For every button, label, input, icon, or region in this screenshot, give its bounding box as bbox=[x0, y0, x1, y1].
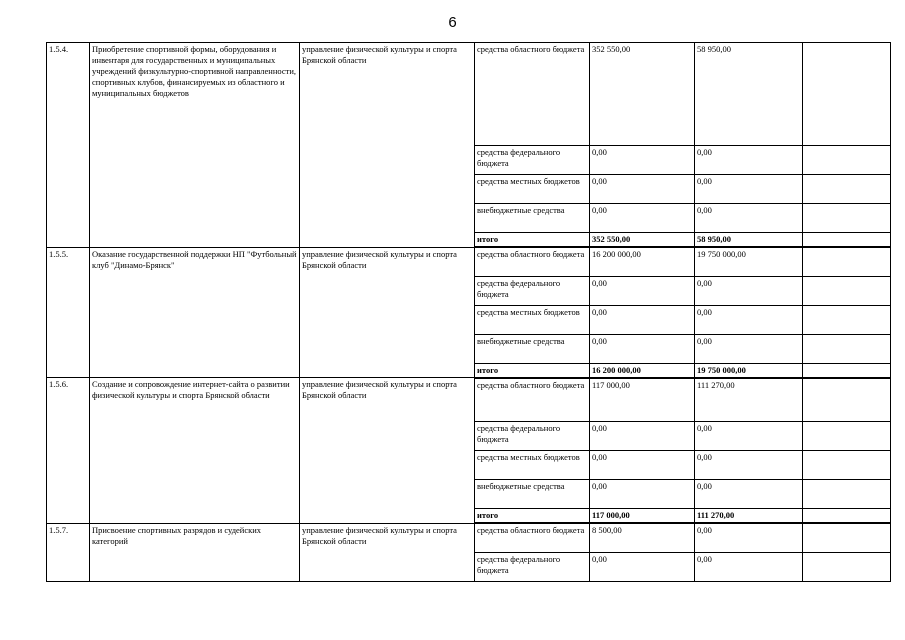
amount-year-2: 0,00 bbox=[695, 422, 803, 451]
amount-year-1: 352 550,00 bbox=[590, 43, 695, 146]
item-description: Создание и сопровождение интернет-сайта о развитии физической культуры и спорта Брянской области bbox=[90, 378, 300, 524]
item-number: 1.5.7. bbox=[47, 523, 90, 581]
amount-year-1: 0,00 bbox=[590, 175, 695, 204]
funding-source: средства местных бюджетов bbox=[475, 451, 590, 480]
amount-year-2: 0,00 bbox=[695, 334, 803, 363]
amount-year-1: 8 500,00 bbox=[590, 523, 695, 552]
empty-cell bbox=[803, 43, 891, 146]
empty-cell bbox=[803, 247, 891, 276]
amount-year-2: 0,00 bbox=[695, 146, 803, 175]
empty-cell bbox=[803, 334, 891, 363]
funding-source: внебюджетные средства bbox=[475, 480, 590, 509]
amount-year-1: 0,00 bbox=[590, 276, 695, 305]
amount-year-2: 111 270,00 bbox=[695, 378, 803, 422]
amount-year-1: 0,00 bbox=[590, 334, 695, 363]
empty-cell bbox=[803, 204, 891, 233]
amount-year-1: 0,00 bbox=[590, 204, 695, 233]
amount-year-1: 16 200 000,00 bbox=[590, 363, 695, 378]
page-number: 6 bbox=[448, 14, 457, 31]
item-number: 1.5.4. bbox=[47, 43, 90, 248]
item-executor: управление физической культуры и спорта Брянской области bbox=[300, 378, 475, 524]
funding-source: средства областного бюджета bbox=[475, 378, 590, 422]
empty-cell bbox=[803, 276, 891, 305]
amount-year-2: 0,00 bbox=[695, 552, 803, 581]
funding-source: средства местных бюджетов bbox=[475, 175, 590, 204]
amount-year-1: 117 000,00 bbox=[590, 378, 695, 422]
amount-year-1: 0,00 bbox=[590, 422, 695, 451]
funding-source: внебюджетные средства bbox=[475, 334, 590, 363]
item-description: Оказание государственной поддержки НП "Футбольный клуб "Динамо-Брянск" bbox=[90, 247, 300, 378]
amount-year-1: 0,00 bbox=[590, 305, 695, 334]
funding-source: итого bbox=[475, 363, 590, 378]
funding-source: внебюджетные средства bbox=[475, 204, 590, 233]
funding-source: средства федерального бюджета bbox=[475, 552, 590, 581]
table-row bbox=[47, 378, 891, 422]
amount-year-1: 352 550,00 bbox=[590, 233, 695, 248]
table-row bbox=[47, 43, 891, 146]
item-description: Присвоение спортивных разрядов и судейских категорий bbox=[90, 523, 300, 581]
amount-year-2: 0,00 bbox=[695, 305, 803, 334]
funding-source: средства областного бюджета bbox=[475, 523, 590, 552]
item-number: 1.5.6. bbox=[47, 378, 90, 524]
empty-cell bbox=[803, 175, 891, 204]
empty-cell bbox=[803, 451, 891, 480]
amount-year-1: 0,00 bbox=[590, 146, 695, 175]
funding-source: средства федерального бюджета bbox=[475, 146, 590, 175]
funding-source: средства федерального бюджета bbox=[475, 276, 590, 305]
empty-cell bbox=[803, 233, 891, 248]
amount-year-1: 0,00 bbox=[590, 451, 695, 480]
table-row bbox=[47, 523, 891, 552]
amount-year-1: 0,00 bbox=[590, 552, 695, 581]
amount-year-2: 19 750 000,00 bbox=[695, 363, 803, 378]
program-table bbox=[46, 42, 891, 582]
amount-year-2: 58 950,00 bbox=[695, 233, 803, 248]
amount-year-2: 0,00 bbox=[695, 480, 803, 509]
item-executor: управление физической культуры и спорта Брянской области bbox=[300, 43, 475, 248]
empty-cell bbox=[803, 422, 891, 451]
funding-source: итого bbox=[475, 233, 590, 248]
funding-source: средства местных бюджетов bbox=[475, 305, 590, 334]
amount-year-2: 0,00 bbox=[695, 523, 803, 552]
item-description: Приобретение спортивной формы, оборудования и инвентаря для государственных и муниципальных учреждений физкультурно-спортивной направленности, спортивных клубов, финансируемых из областного и муниципальных бюджетов bbox=[90, 43, 300, 248]
amount-year-2: 0,00 bbox=[695, 204, 803, 233]
funding-source: средства областного бюджета bbox=[475, 247, 590, 276]
funding-source: средства областного бюджета bbox=[475, 43, 590, 146]
amount-year-2: 0,00 bbox=[695, 451, 803, 480]
item-executor: управление физической культуры и спорта Брянской области bbox=[300, 247, 475, 378]
empty-cell bbox=[803, 305, 891, 334]
empty-cell bbox=[803, 523, 891, 552]
item-executor: управление физической культуры и спорта Брянской области bbox=[300, 523, 475, 581]
item-number: 1.5.5. bbox=[47, 247, 90, 378]
amount-year-2: 0,00 bbox=[695, 276, 803, 305]
empty-cell bbox=[803, 552, 891, 581]
amount-year-2: 58 950,00 bbox=[695, 43, 803, 146]
empty-cell bbox=[803, 363, 891, 378]
funding-source: итого bbox=[475, 509, 590, 524]
amount-year-1: 0,00 bbox=[590, 480, 695, 509]
empty-cell bbox=[803, 509, 891, 524]
funding-source: средства федерального бюджета bbox=[475, 422, 590, 451]
amount-year-2: 111 270,00 bbox=[695, 509, 803, 524]
empty-cell bbox=[803, 146, 891, 175]
amount-year-2: 19 750 000,00 bbox=[695, 247, 803, 276]
amount-year-2: 0,00 bbox=[695, 175, 803, 204]
empty-cell bbox=[803, 480, 891, 509]
empty-cell bbox=[803, 378, 891, 422]
amount-year-1: 16 200 000,00 bbox=[590, 247, 695, 276]
table-row bbox=[47, 247, 891, 276]
amount-year-1: 117 000,00 bbox=[590, 509, 695, 524]
